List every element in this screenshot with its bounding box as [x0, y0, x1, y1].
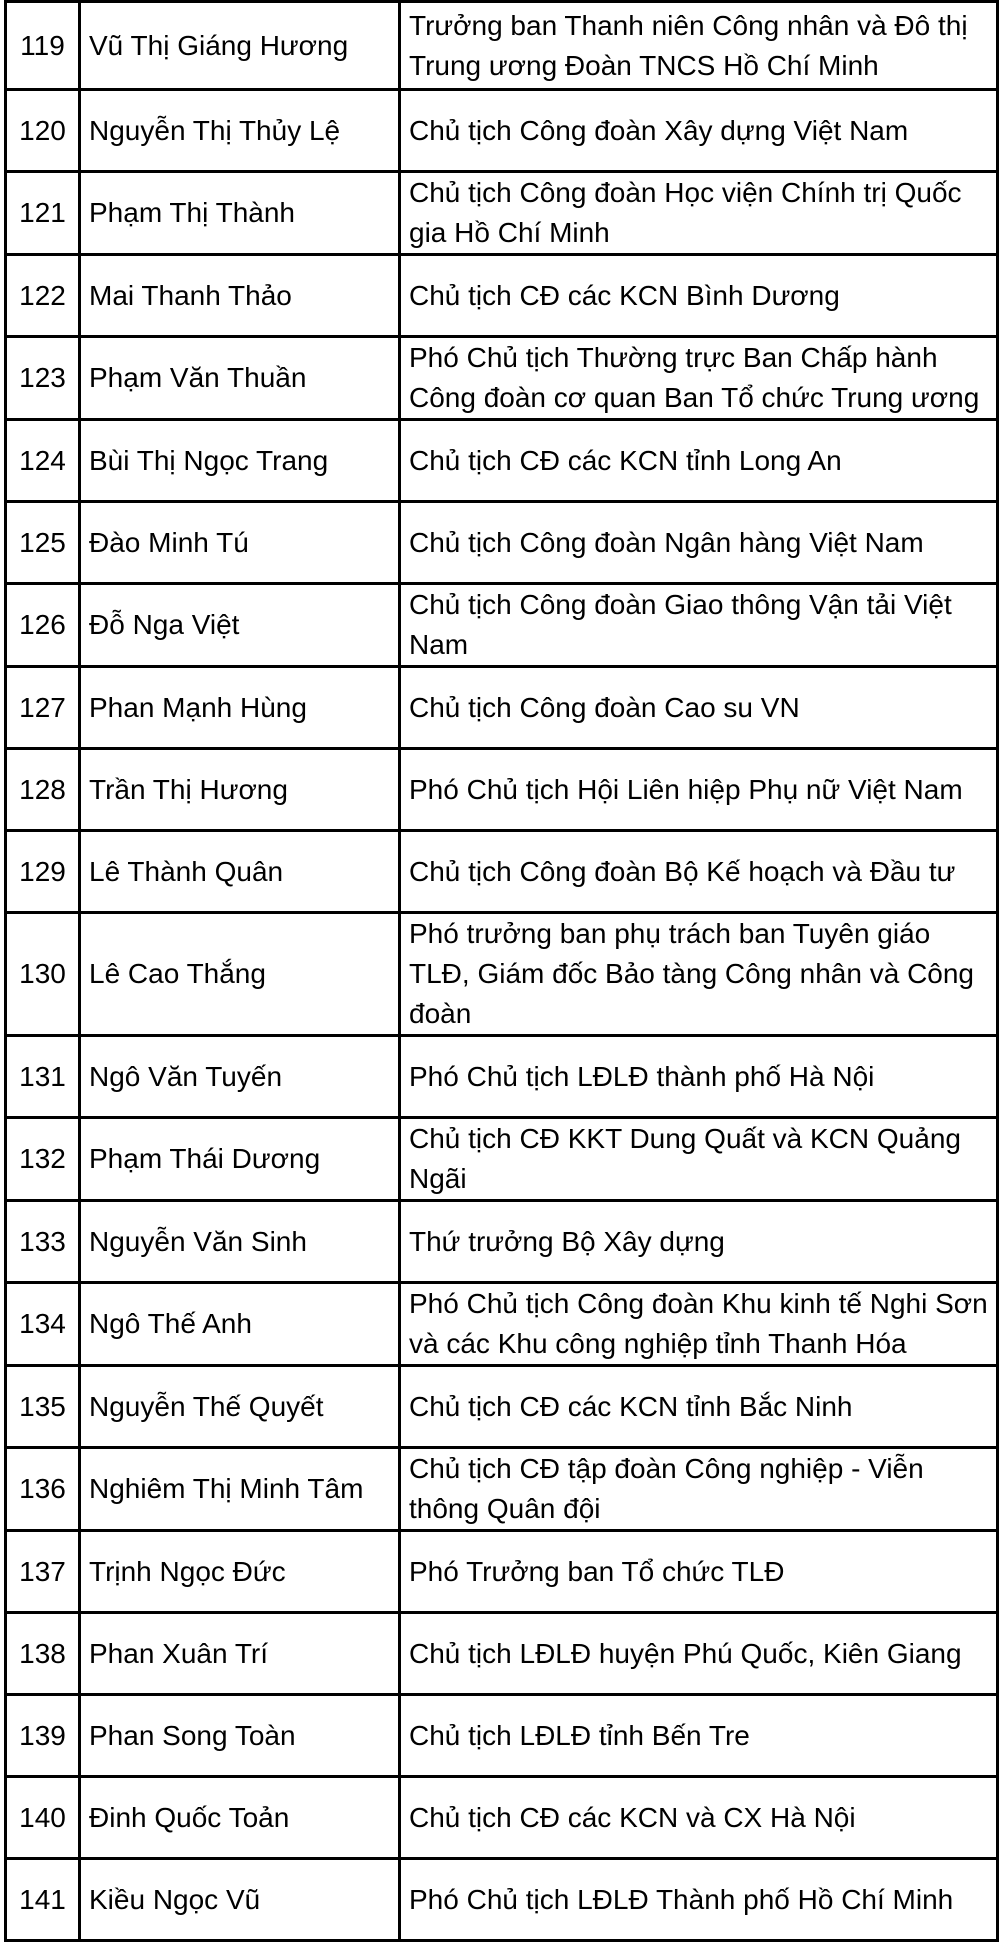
row-number-cell: 123	[6, 337, 80, 420]
member-name-cell: Nguyễn Văn Sinh	[80, 1201, 400, 1283]
row-number-cell: 126	[6, 584, 80, 667]
row-number-cell: 132	[6, 1118, 80, 1201]
table-row	[6, 1118, 998, 1201]
member-position-cell: Chủ tịch LĐLĐ huyện Phú Quốc, Kiên Giang	[400, 1613, 998, 1695]
member-position-cell: Phó trưởng ban phụ trách ban Tuyên giáo TLĐ, Giám đốc Bảo tàng Công nhân và Công đoàn	[400, 913, 998, 1036]
table-row	[6, 90, 998, 172]
document-page	[4, 0, 996, 1940]
member-position-cell: Chủ tịch Công đoàn Xây dựng Việt Nam	[400, 90, 998, 172]
row-number-cell: 131	[6, 1036, 80, 1118]
member-name-cell: Đào Minh Tú	[80, 502, 400, 584]
table-row	[6, 831, 998, 913]
member-name-cell: Phan Song Toàn	[80, 1695, 400, 1777]
member-name-cell: Trần Thị Hương	[80, 749, 400, 831]
member-name-cell: Lê Cao Thắng	[80, 913, 400, 1036]
member-position-cell: Phó Chủ tịch Công đoàn Khu kinh tế Nghi Sơn và các Khu công nghiệp tỉnh Thanh Hóa	[400, 1283, 998, 1366]
row-number-cell: 124	[6, 420, 80, 502]
member-position-cell: Chủ tịch Công đoàn Cao su VN	[400, 667, 998, 749]
member-position-cell: Chủ tịch CĐ KKT Dung Quất và KCN Quảng Ngãi	[400, 1118, 998, 1201]
row-number-cell: 139	[6, 1695, 80, 1777]
row-number-cell: 127	[6, 667, 80, 749]
member-position-cell: Chủ tịch CĐ tập đoàn Công nghiệp - Viễn thông Quân đội	[400, 1448, 998, 1531]
row-number-cell: 125	[6, 502, 80, 584]
member-position-cell: Chủ tịch CĐ các KCN tỉnh Bắc Ninh	[400, 1366, 998, 1448]
member-name-cell: Đinh Quốc Toản	[80, 1777, 400, 1859]
table-row	[6, 420, 998, 502]
members-table-body	[6, 2, 998, 1941]
member-position-cell: Chủ tịch Công đoàn Bộ Kế hoạch và Đầu tư	[400, 831, 998, 913]
row-number-cell: 121	[6, 172, 80, 255]
member-name-cell: Nghiêm Thị Minh Tâm	[80, 1448, 400, 1531]
row-number-cell: 135	[6, 1366, 80, 1448]
table-row	[6, 1448, 998, 1531]
member-name-cell: Trịnh Ngọc Đức	[80, 1531, 400, 1613]
member-name-cell: Kiều Ngọc Vũ	[80, 1859, 400, 1941]
member-name-cell: Phạm Thái Dương	[80, 1118, 400, 1201]
table-row	[6, 1036, 998, 1118]
member-position-cell: Chủ tịch CĐ các KCN tỉnh Long An	[400, 420, 998, 502]
table-row	[6, 749, 998, 831]
member-name-cell: Nguyễn Thị Thủy Lệ	[80, 90, 400, 172]
table-row	[6, 255, 998, 337]
member-name-cell: Ngô Văn Tuyến	[80, 1036, 400, 1118]
member-position-cell: Trưởng ban Thanh niên Công nhân và Đô thị Trung ương Đoàn TNCS Hồ Chí Minh	[400, 2, 998, 90]
table-row	[6, 1531, 998, 1613]
member-name-cell: Nguyễn Thế Quyết	[80, 1366, 400, 1448]
member-name-cell: Phan Mạnh Hùng	[80, 667, 400, 749]
member-position-cell: Phó Chủ tịch LĐLĐ Thành phố Hồ Chí Minh	[400, 1859, 998, 1941]
row-number-cell: 141	[6, 1859, 80, 1941]
row-number-cell: 129	[6, 831, 80, 913]
row-number-cell: 122	[6, 255, 80, 337]
member-position-cell: Chủ tịch Công đoàn Học viện Chính trị Quốc gia Hồ Chí Minh	[400, 172, 998, 255]
row-number-cell: 133	[6, 1201, 80, 1283]
table-row	[6, 1695, 998, 1777]
member-position-cell: Phó Chủ tịch Thường trực Ban Chấp hành Công đoàn cơ quan Ban Tổ chức Trung ương	[400, 337, 998, 420]
table-row	[6, 502, 998, 584]
members-table	[4, 0, 999, 1942]
row-number-cell: 130	[6, 913, 80, 1036]
member-name-cell: Phạm Thị Thành	[80, 172, 400, 255]
table-row	[6, 584, 998, 667]
member-position-cell: Chủ tịch CĐ các KCN Bình Dương	[400, 255, 998, 337]
member-name-cell: Lê Thành Quân	[80, 831, 400, 913]
member-position-cell: Chủ tịch LĐLĐ tỉnh Bến Tre	[400, 1695, 998, 1777]
member-position-cell: Phó Chủ tịch Hội Liên hiệp Phụ nữ Việt Nam	[400, 749, 998, 831]
table-row	[6, 337, 998, 420]
member-position-cell: Thứ trưởng Bộ Xây dựng	[400, 1201, 998, 1283]
member-name-cell: Phạm Văn Thuần	[80, 337, 400, 420]
row-number-cell: 128	[6, 749, 80, 831]
table-row	[6, 1859, 998, 1941]
member-name-cell: Đỗ Nga Việt	[80, 584, 400, 667]
member-position-cell: Phó Trưởng ban Tổ chức TLĐ	[400, 1531, 998, 1613]
table-row	[6, 913, 998, 1036]
row-number-cell: 136	[6, 1448, 80, 1531]
table-row	[6, 1366, 998, 1448]
row-number-cell: 140	[6, 1777, 80, 1859]
table-row	[6, 667, 998, 749]
member-position-cell: Chủ tịch Công đoàn Giao thông Vận tải Việt Nam	[400, 584, 998, 667]
row-number-cell: 120	[6, 90, 80, 172]
row-number-cell: 138	[6, 1613, 80, 1695]
member-name-cell: Bùi Thị Ngọc Trang	[80, 420, 400, 502]
member-position-cell: Phó Chủ tịch LĐLĐ thành phố Hà Nội	[400, 1036, 998, 1118]
table-row	[6, 1613, 998, 1695]
member-name-cell: Phan Xuân Trí	[80, 1613, 400, 1695]
member-name-cell: Vũ Thị Giáng Hương	[80, 2, 400, 90]
table-row	[6, 1777, 998, 1859]
row-number-cell: 137	[6, 1531, 80, 1613]
member-position-cell: Chủ tịch CĐ các KCN và CX Hà Nội	[400, 1777, 998, 1859]
member-position-cell: Chủ tịch Công đoàn Ngân hàng Việt Nam	[400, 502, 998, 584]
row-number-cell: 134	[6, 1283, 80, 1366]
member-name-cell: Ngô Thế Anh	[80, 1283, 400, 1366]
table-row	[6, 1201, 998, 1283]
table-row	[6, 172, 998, 255]
row-number-cell: 119	[6, 2, 80, 90]
table-row	[6, 2, 998, 90]
member-name-cell: Mai Thanh Thảo	[80, 255, 400, 337]
table-row	[6, 1283, 998, 1366]
